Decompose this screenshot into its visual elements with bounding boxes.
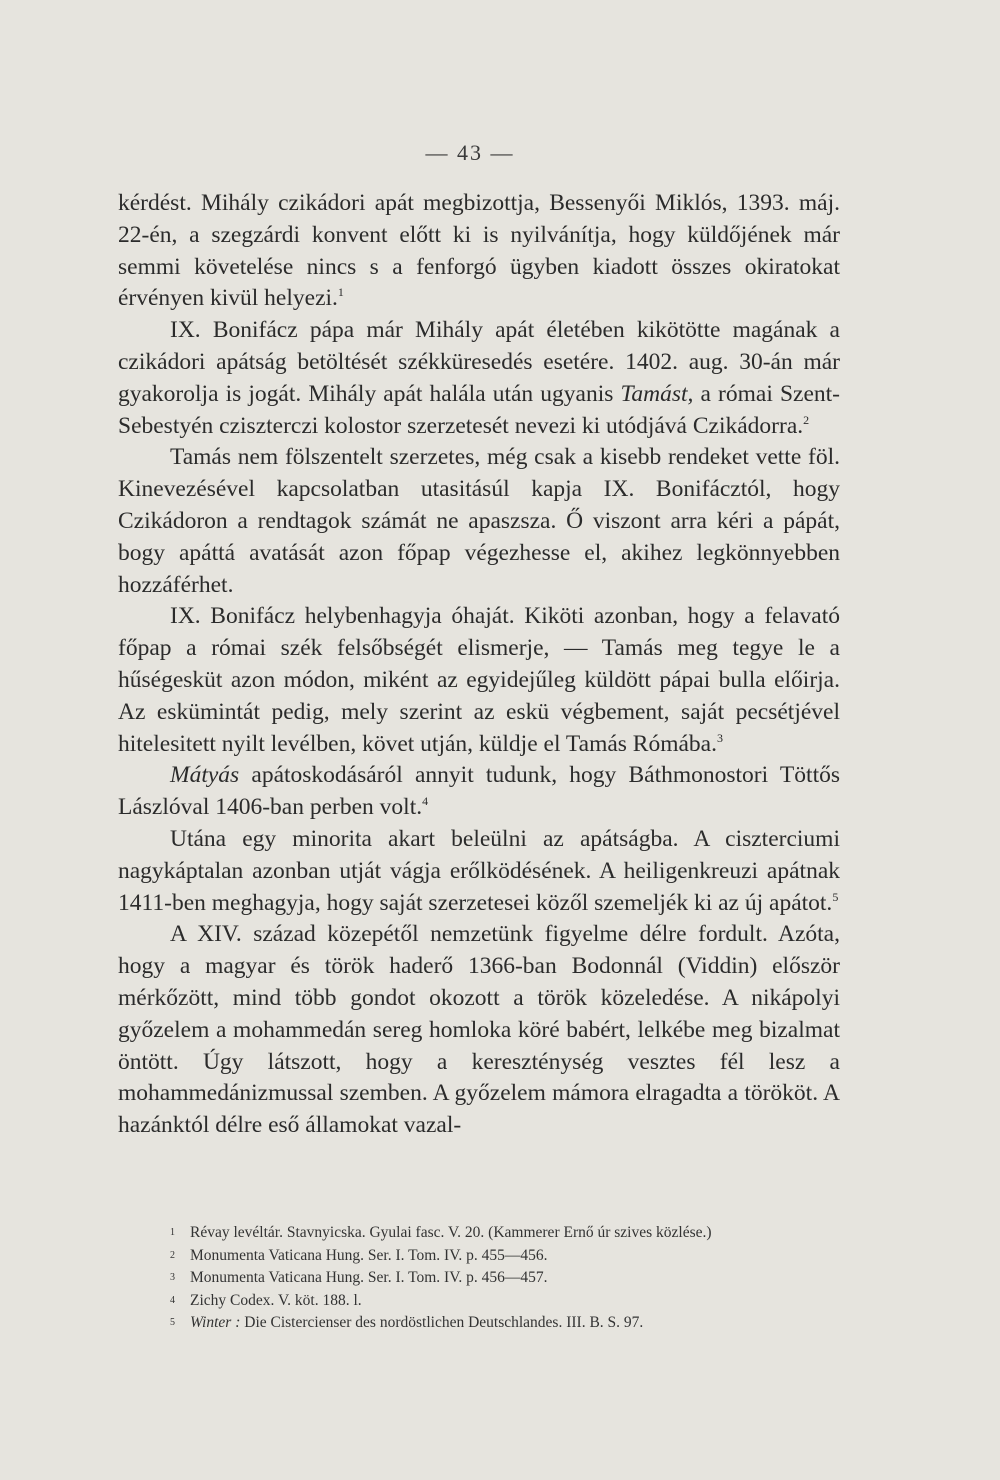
- text-run: Die Cistercienser des nordöstlichen Deutschlandes. III. B. S. 97.: [240, 1314, 644, 1331]
- text-run: Monumenta Vaticana Hung. Ser. I. Tom. IV. p. 455—456.: [190, 1246, 548, 1264]
- footnote-mark: 1: [170, 1227, 175, 1238]
- footnote: [170, 1290, 850, 1313]
- paragraph: [118, 601, 840, 760]
- body-text: [118, 188, 840, 1142]
- italic-text: Winter :: [190, 1314, 241, 1331]
- footnote-reference: 4: [422, 794, 429, 809]
- footnote-text: [190, 1267, 548, 1290]
- footnote-text: [190, 1222, 712, 1245]
- footnote-text: [190, 1290, 362, 1313]
- footnote: [170, 1267, 850, 1290]
- footnote-reference: 2: [803, 412, 810, 427]
- text-run: IX. Bonifácz helybenhagyja óhaját. Kiköti azonban, hogy a felavató főpap a római szék felsőbségét elismerje, — Tamás meg tegye le a hűségesküt azon módon, miként az egyidejűleg küldött pápai bulla előirja. Az eskümintát pedig, mely szerint az eskü végbement, saját pecsétjével hitelesitett nyilt levélben, követ utján, küldje el Tamás Rómába.: [118, 603, 840, 757]
- footnote-mark: 4: [170, 1294, 175, 1306]
- footnote: [170, 1245, 850, 1268]
- text-run: A XIV. század közepétől nemzetünk figyelme délre fordult. Azóta, hogy a magyar és török haderő 1366-ban Bodonnál (Viddin) először mérkőzött, mind több gondot okozott a török közeledése. A nikápolyi győzelem a mohammedán sereg homloka köré babért, lelkébe meg bizalmat öntött. Úgy látszott, hogy a kereszténység vesztes fél lesz a mohammedánizmussal szemben. A győzelem mámora elragadta a törököt. A hazánktól délre eső államokat vazal-: [118, 921, 840, 1139]
- italic-text: Mátyás: [170, 762, 240, 789]
- text-run: kérdést. Mihály czikádori apát megbizottja, Bessenyői Miklós, 1393. máj. 22-én, a szegzárdi konvent előtt ki is nyilvánítja, hogy küldőjének már semmi követelése nincs s a fenforgó ügyben kiadott összes okiratokat érvényen kivül helyezi.: [118, 190, 840, 312]
- footnote-reference: 5: [832, 889, 839, 904]
- text-run: Utána egy minorita akart beleülni az apátságba. A ciszterciumi nagykáptalan azonban utját vágja erőlködésének. A heiligenkreuzi apátnak 1411-ben meghagyja, hogy saját szerzetesei közől szemeljék ki az új apátot.: [118, 825, 840, 916]
- footnote-text: [190, 1245, 548, 1268]
- paragraph: [118, 760, 840, 824]
- footnote-text: [190, 1312, 643, 1335]
- text-run: Révay levéltár. Stavnyicska. Gyulai fasc. V. 20. (Kammerer Ernő úr szives közlése.): [190, 1224, 712, 1241]
- footnote-mark: 5: [170, 1317, 175, 1328]
- footnote-mark: 3: [170, 1272, 175, 1283]
- paragraph: [118, 188, 840, 315]
- page-number: — 43 —: [425, 140, 515, 165]
- paragraph: [118, 315, 840, 442]
- footnote: [170, 1222, 850, 1245]
- footnote-reference: 1: [337, 285, 344, 300]
- text-run: Zichy Codex. V. köt. 188. l.: [190, 1291, 362, 1309]
- paragraph: [118, 919, 840, 1142]
- text-run: a római Szent-Sebestyén cziszterczi kolostor szerzetesét nevezi ki utódjává Czikádorra.: [118, 380, 840, 439]
- text-run: Tamás nem fölszentelt szerzetes, még csak a kisebb rendeket vette föl. Kinevezésével kapcsolatban utasitásúl kapja IX. Bonifácztól, hogy Czikádoron a rendtagok számát ne apaszsza. Ő viszont arra kéri a pápát, bogy apáttá avatását azon főpap végezhesse el, akihez legkönnyebben hozzáférhet.: [118, 444, 840, 598]
- footnote-reference: 3: [717, 730, 723, 745]
- footnote: [170, 1312, 850, 1335]
- text-run: Monumenta Vaticana Hung. Ser. I. Tom. IV. p. 456—457.: [190, 1269, 548, 1286]
- footnote-mark: 2: [170, 1249, 175, 1261]
- footnotes: [170, 1222, 850, 1335]
- paragraph: [118, 442, 840, 601]
- text-run: apátoskodásáról annyit tudunk, hogy Báthmonostori Töttős Lászlóval 1406-ban perben volt.: [118, 762, 840, 821]
- text-run: IX. Bonifácz pápa már Mihály apát életében kikötötte magának a czikádori apátság betöltését székküresedés esetére. 1402. aug. 30-án már gyakorolja is jogát. Mihály apát halála után ugyanis: [118, 317, 840, 407]
- italic-text: Tamást,: [620, 380, 694, 407]
- paragraph: [118, 824, 840, 919]
